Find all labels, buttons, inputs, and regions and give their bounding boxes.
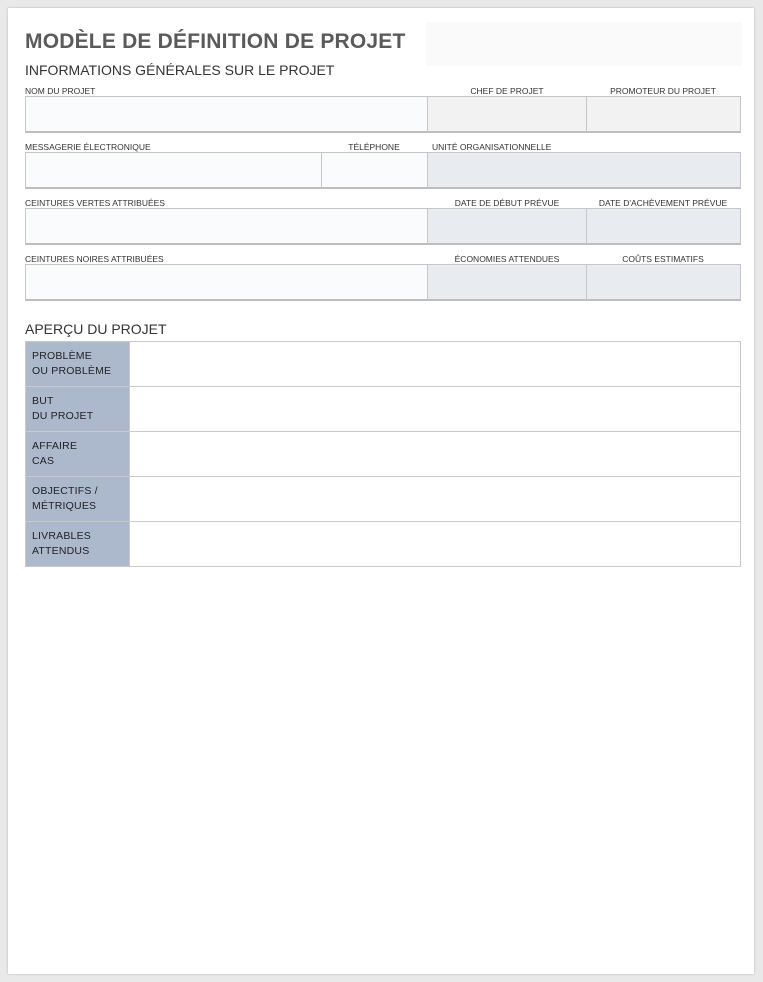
org-unit-label: UNITÉ ORGANISATIONNELLE (432, 142, 552, 152)
overview-label-line1: BUT (32, 395, 54, 407)
email-field[interactable] (25, 152, 322, 189)
document-page (8, 8, 754, 974)
project-name-label: NOM DU PROJET (25, 86, 96, 96)
overview-row-label (26, 522, 130, 567)
overview-label-line1: AFFAIRE (32, 440, 78, 452)
green-belts-label: CEINTURES VERTES ATTRIBUÉES (25, 198, 165, 208)
overview-row-deliverables (26, 522, 741, 567)
overview-label-line2: CAS (32, 455, 55, 467)
project-manager-field[interactable] (427, 96, 587, 133)
overview-label-line1: PROBLÈME (32, 350, 92, 362)
project-name-field[interactable] (25, 96, 428, 133)
project-sponsor-field[interactable] (586, 96, 741, 133)
business-case-input-cell[interactable] (130, 432, 741, 477)
goal-input-cell[interactable] (130, 387, 741, 432)
page-title: MODÈLE DE DÉFINITION DE PROJET (25, 30, 406, 53)
objectives-input-cell[interactable] (130, 477, 741, 522)
email-label: MESSAGERIE ÉLECTRONIQUE (25, 142, 151, 152)
end-date-field[interactable] (586, 208, 741, 245)
title-blank-area (426, 22, 742, 66)
overview-label-line1: LIVRABLES (32, 530, 91, 542)
overview-label-line2: ATTENDUS (32, 545, 90, 557)
overview-label-line1: OBJECTIFS / (32, 485, 98, 497)
deliverables-input-cell[interactable] (130, 522, 741, 567)
costs-label: COÛTS ESTIMATIFS (622, 254, 704, 264)
overview-label-line2: OU PROBLÈME (32, 365, 112, 377)
phone-field[interactable] (321, 152, 428, 189)
end-date-label: DATE D'ACHÈVEMENT PRÉVUE (598, 198, 728, 208)
start-date-field[interactable] (427, 208, 587, 245)
costs-field[interactable] (586, 264, 741, 301)
overview-label-line2: MÉTRIQUES (32, 500, 97, 512)
black-belts-label: CEINTURES NOIRES ATTRIBUÉES (25, 254, 164, 264)
overview-table (25, 341, 741, 567)
overview-row-objectives (26, 477, 741, 522)
savings-field[interactable] (427, 264, 587, 301)
overview-row-goal (26, 387, 741, 432)
project-manager-label: CHEF DE PROJET (470, 86, 544, 96)
project-sponsor-label: PROMOTEUR DU PROJET (610, 86, 716, 96)
overview-row-label (26, 387, 130, 432)
overview-heading: APERÇU DU PROJET (25, 321, 167, 337)
start-date-label: DATE DE DÉBUT PRÉVUE (454, 198, 560, 208)
overview-row-business-case (26, 432, 741, 477)
general-info-heading: INFORMATIONS GÉNÉRALES SUR LE PROJET (25, 62, 335, 78)
savings-label: ÉCONOMIES ATTENDUES (454, 254, 560, 264)
overview-label-line2: DU PROJET (32, 410, 94, 422)
problem-input-cell[interactable] (130, 342, 741, 387)
org-unit-field[interactable] (427, 152, 741, 189)
overview-row-problem (26, 342, 741, 387)
black-belts-field[interactable] (25, 264, 428, 301)
overview-row-label (26, 432, 130, 477)
phone-label: TÉLÉPHONE (348, 142, 400, 152)
overview-row-label (26, 342, 130, 387)
green-belts-field[interactable] (25, 208, 428, 245)
overview-row-label (26, 477, 130, 522)
